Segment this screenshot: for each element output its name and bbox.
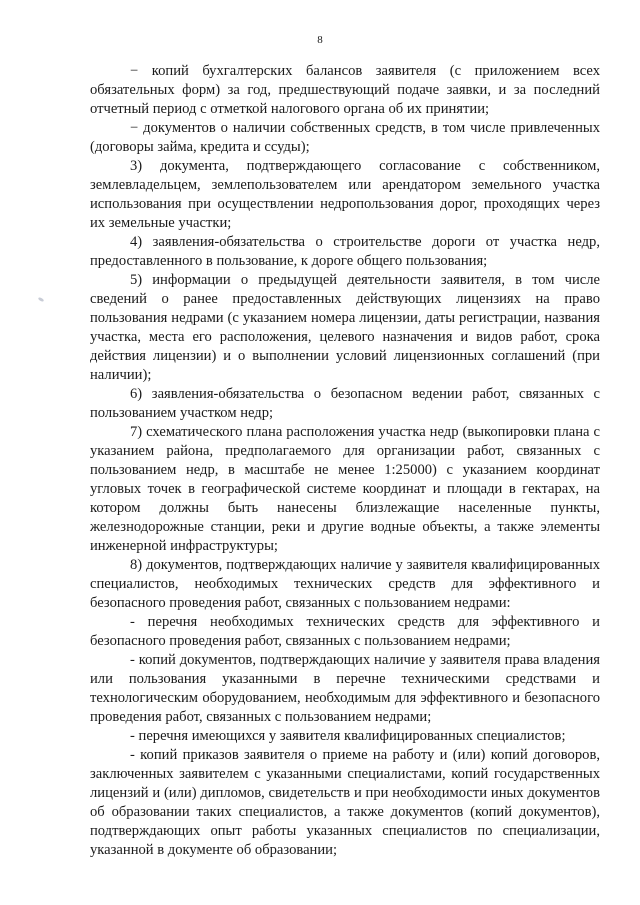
paragraph-specialists-list: - перечня имеющихся у заявителя квалифицированных специалистов; <box>130 728 566 744</box>
paragraph-hiring-orders: - копий приказов заявителя о приеме на работу и (или) копий договоров, заключенных заявителем с указанными специалистами, копий государственных лицензий и (или) дипломов, свидетельств и при необходимости иных документов об образовании таких специалистов, а также документов (копий документов), подтверждающих опыт работы указанных специалистов по специализации, указанной в документе об образовании; <box>90 747 600 858</box>
paragraph-ownership-documents: - копий документов, подтверждающих наличие у заявителя права владения или пользования указанными в перечне техническими средствами и технологическим оборудованием, необходимым для эффективного и безопасного проведения работ, связанных с пользованием недрами; <box>90 652 600 725</box>
document-body <box>90 62 600 860</box>
page-number: 8 <box>317 34 323 46</box>
paragraph-item-3: 3) документа, подтверждающего согласование с собственником, землевладельцем, землепользователем или арендатором земельного участка использования при осуществлении недропользования дорог, проходящих через их земельные участки; <box>90 158 600 231</box>
paragraph-item-6: 6) заявления-обязательства о безопасном ведении работ, связанных с пользованием участком недр; <box>90 386 600 421</box>
paragraph-item-8: 8) документов, подтверждающих наличие у заявителя квалифицированных специалистов, необходимых технических средств для эффективного и безопасного проведения работ, связанных с пользованием недрами: <box>90 557 600 611</box>
paragraph-item-7: 7) схематического плана расположения участка недр (выкопировки плана с указанием района, предполагаемого для организации работ, связанных с пользованием недр, в масштабе не менее 1:25000) с указанием координат угловых точек в географической системе координат и площади в гектарах, на котором должны быть нанесены близлежащие населенные пункты, железнодорожные станции, реки и другие водные объекты, а также элементы инженерной инфраструктуры; <box>90 424 600 554</box>
paragraph-balance-copies: − копий бухгалтерских балансов заявителя (с приложением всех обязательных форм) за год, предшествующий подаче заявки, и за последний отчетный период с отметкой налогового органа об их принятии; <box>90 63 600 117</box>
scan-speck <box>38 297 45 303</box>
paragraph-item-5: 5) информации о предыдущей деятельности заявителя, в том числе сведений о ранее предоставленных действующих лицензиях на право пользования недрами (с указанием номера лицензии, даты регистрации, названия участка, места его расположения, целевого назначения и видов работ, срока действия лицензии) и о выполнении условий лицензионных соглашений (при наличии); <box>90 272 600 383</box>
paragraph-own-funds: − документов о наличии собственных средств, в том числе привлеченных (договоры займа, кредита и ссуды); <box>90 120 600 155</box>
paragraph-item-4: 4) заявления-обязательства о строительстве дороги от участка недр, предоставленного в пользование, к дороге общего пользования; <box>90 234 600 269</box>
paragraph-technical-means-list: - перечня необходимых технических средств для эффективного и безопасного проведения работ, связанных с пользованием недрами; <box>90 614 600 649</box>
